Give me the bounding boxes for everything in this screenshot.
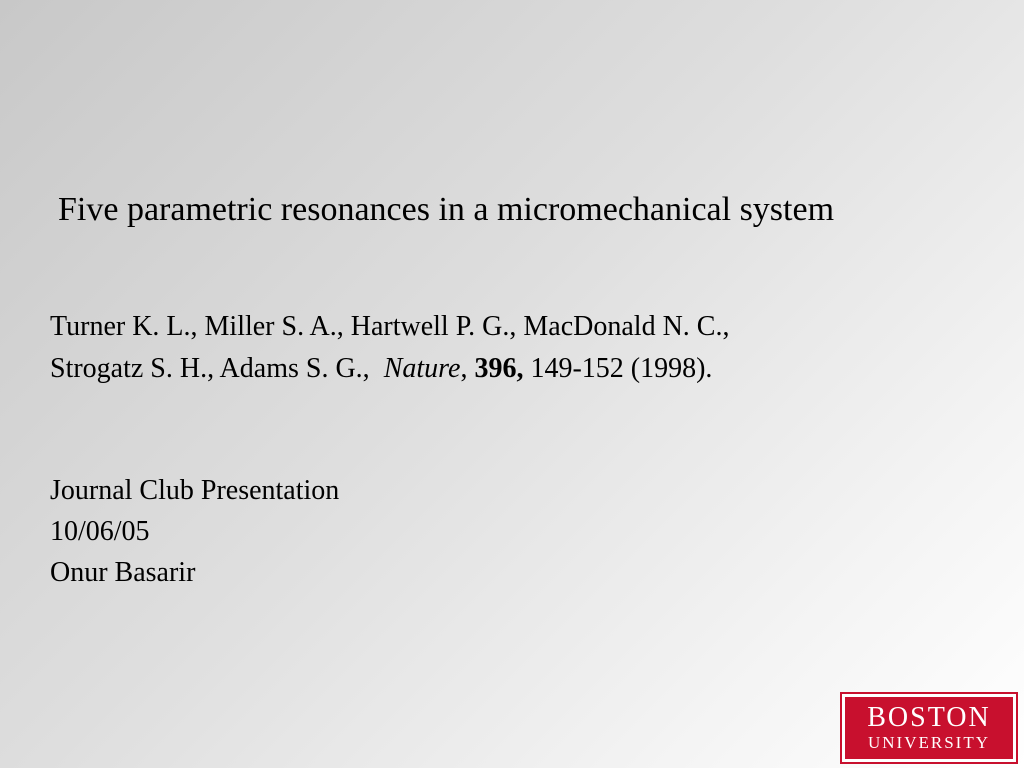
citation-line-1: Turner K. L., Miller S. A., Hartwell P. G., MacDonald N. C., — [50, 311, 730, 342]
citation-authors: Strogatz S. H., Adams S. G., — [50, 353, 370, 384]
citation-journal: Nature — [383, 353, 461, 384]
presentation-info — [50, 470, 339, 593]
citation-line-2 — [50, 348, 729, 390]
logo-line-university: UNIVERSITY — [868, 733, 990, 752]
logo-panel — [845, 697, 1013, 759]
event-name: Journal Club Presentation — [50, 475, 340, 506]
presenter-name: Onur Basarir — [50, 557, 196, 588]
citation — [50, 306, 729, 390]
presentation-date: 10/06/05 — [50, 516, 150, 547]
citation-volume: 396, — [474, 353, 524, 384]
citation-separator: , — [460, 353, 468, 384]
logo-line-boston: BOSTON — [867, 702, 991, 733]
citation-pages-year: 149-152 (1998). — [530, 353, 713, 384]
boston-university-logo — [840, 692, 1018, 764]
slide-title: Five parametric resonances in a micromechanical system — [58, 191, 835, 228]
